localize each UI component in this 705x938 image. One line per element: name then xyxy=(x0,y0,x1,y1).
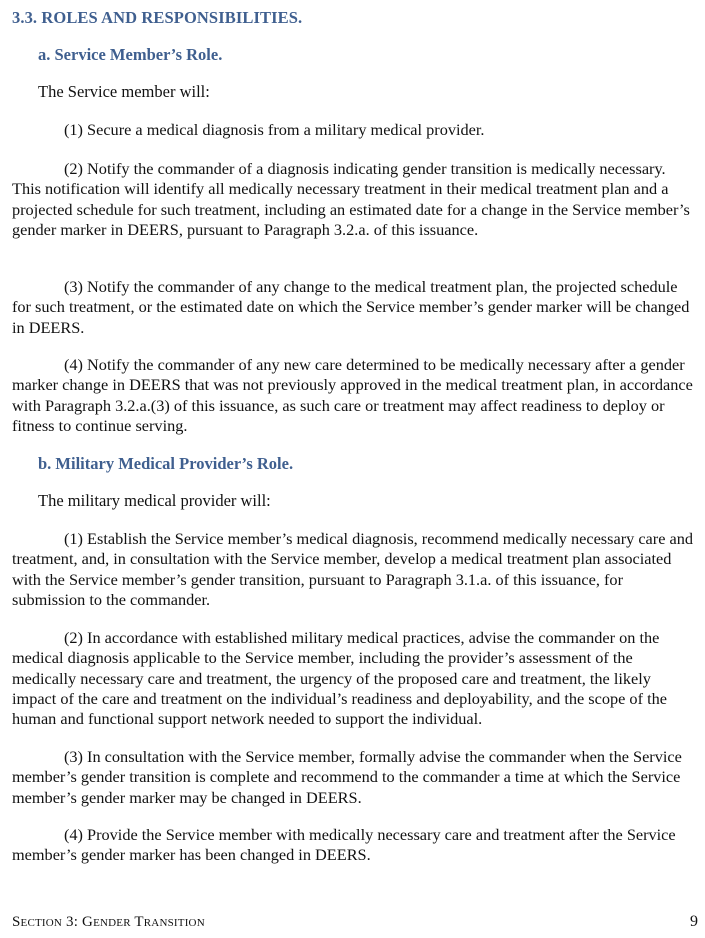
member-role-item-3: (3) Notify the commander of any change to the medical treatment plan, the projected schedule for such treatment, or the estimated date on which the Service member’s gender marker will be changed in DEERS. xyxy=(12,277,690,337)
member-role-item-2: (2) Notify the commander of a diagnosis indicating gender transition is medically necessary. This notification will identify all medically necessary treatment in their medical treatment plan and a projected schedule for such treatment, including an estimated date for a change in the Service member’s gender marker in DEERS, pursuant to Paragraph 3.2.a. of this issuance. xyxy=(12,159,690,239)
member-role-intro: The Service member will: xyxy=(38,82,210,101)
provider-role-item-4: (4) Provide the Service member with medically necessary care and treatment after the Service member’s gender marker has been changed in DEERS. xyxy=(12,825,676,865)
provider-role-heading: b. Military Medical Provider’s Role. xyxy=(38,454,294,473)
provider-role-item-2: (2) In accordance with established military medical practices, advise the commander on the medical diagnosis applicable to the Service member, including the provider’s assessment of the medically necessary care and treatment, the urgency of the proposed care and treatment, the likely impact of the care and treatment on the individual’s readiness and deployability, and the scope of the human and functional support network needed to support the individual. xyxy=(12,628,667,729)
member-role-heading: a. Service Member’s Role. xyxy=(38,45,223,64)
provider-role-item-1: (1) Establish the Service member’s medical diagnosis, recommend medically necessary care and treatment, and, in consultation with the Service member, develop a medical treatment plan associated with the Service member’s gender transition, pursuant to Paragraph 3.1.a. of this issuance, for submission to the commander. xyxy=(12,529,694,609)
page-number: 9 xyxy=(690,913,698,930)
section-heading: 3.3. ROLES AND RESPONSIBILITIES. xyxy=(12,8,303,27)
provider-role-item-3: (3) In consultation with the Service member, formally advise the commander when the Service member’s gender transition is complete and recommend to the commander a time at which the Service member’s gender marker may be changed in DEERS. xyxy=(12,747,682,807)
provider-role-intro: The military medical provider will: xyxy=(38,491,271,510)
footer-section-label: Section 3: Gender Transition xyxy=(12,914,205,930)
member-role-item-4: (4) Notify the commander of any new care determined to be medically necessary after a gender marker change in DEERS that was not previously approved in the medical treatment plan, in accordance with Paragraph 3.2.a.(3) of this issuance, as such care or treatment may affect readiness to deploy or fitness to continue serving. xyxy=(12,355,693,435)
member-role-item-1: (1) Secure a medical diagnosis from a military medical provider. xyxy=(64,120,485,139)
